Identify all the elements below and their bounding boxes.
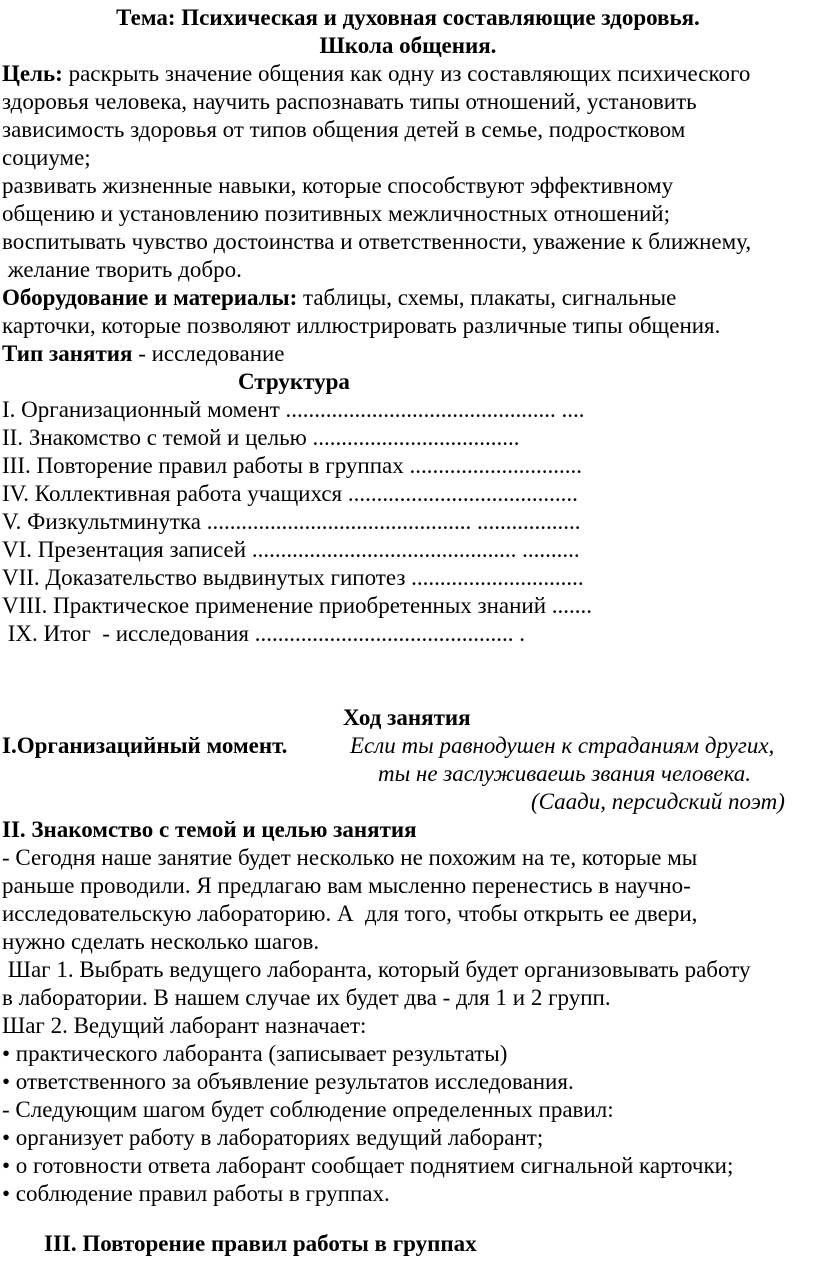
section-2-line: • ответственного за объявление результатов исследования.: [2, 1069, 574, 1094]
goal-line-4: социуме;: [2, 145, 91, 170]
lesson-type-line: [2, 340, 285, 368]
goal-label: Цель:: [2, 61, 63, 86]
section-2-line: • соблюдение правил работы в группах.: [2, 1181, 390, 1206]
section-2-line: нужно сделать несколько шагов.: [2, 929, 320, 954]
structure-item: II. Знакомство с темой и целью ....................................: [2, 425, 520, 450]
goal-line-6: общению и установлению позитивных межличностных отношений;: [2, 201, 670, 226]
title-line-2: Школа общения.: [319, 33, 497, 58]
equipment-line-2: карточки, которые позволяют иллюстрировать различные типы общения.: [2, 313, 721, 338]
structure-item: IX. Итог - исследования ............................................. .: [2, 621, 525, 646]
structure-item: VI. Презентация записей .............................................. ..........: [2, 537, 580, 562]
equipment-label: Оборудование и материалы:: [2, 285, 298, 310]
goal-line-7: воспитывать чувство достоинства и ответственности, уважение к ближнему,: [2, 229, 752, 254]
structure-item: V. Физкультминутка .............................................. ..................: [2, 509, 581, 534]
section-2-line: - Следующим шагом будет соблюдение определенных правил:: [2, 1097, 614, 1122]
structure-item: I. Организационный момент ............................................... ....: [2, 397, 585, 422]
lesson-type-value: - исследование: [132, 341, 285, 366]
section-2-title: II. Знакомство с темой и целью занятия: [2, 817, 417, 842]
section-2-line: • о готовности ответа лаборант сообщает поднятием сигнальной карточки;: [2, 1153, 734, 1178]
structure-item: VIII. Практическое применение приобретенных знаний .......: [2, 593, 593, 618]
section-2-line: • организует работу в лабораториях ведущий лаборант;: [2, 1125, 544, 1150]
section-1-title: I.Организацийный момент.: [2, 733, 288, 758]
epigraph-line-1: Если ты равнодушен к страданиям других,: [350, 733, 775, 758]
goal-line-1: [2, 60, 750, 88]
section-2-line: исследовательскую лабораторию. А для того, чтобы открыть ее двери,: [2, 901, 698, 926]
goal-line-3: зависимость здоровья от типов общения детей в семье, подростковом: [2, 117, 686, 142]
section-2-line: - Сегодня наше занятие будет несколько не похожим на те, которые мы: [2, 845, 698, 870]
structure-item: IV. Коллективная работа учащихся ........................................: [2, 481, 578, 506]
epigraph-author: (Саади, персидский поэт): [531, 789, 785, 814]
epigraph-line-2: ты не заслуживаешь звания человека.: [378, 761, 752, 786]
title-line-1: Тема: Психическая и духовная составляющие здоровья.: [116, 5, 700, 30]
structure-item: III. Повторение правил работы в группах ..............................: [2, 453, 582, 478]
equipment-text: таблицы, схемы, плакаты, сигнальные: [297, 285, 677, 310]
section-2-line: Шаг 1. Выбрать ведущего лаборанта, который будет организовывать работу: [2, 957, 751, 982]
section-2-line: раньше проводили. Я предлагаю вам мысленно перенестись в научно-: [2, 873, 691, 898]
goal-text: раскрыть значение общения как одну из составляющих психического: [62, 61, 751, 86]
lesson-heading: Ход занятия: [343, 705, 471, 730]
structure-heading: Структура: [238, 369, 350, 394]
equipment-line-1: [2, 284, 676, 312]
goal-line-8: желание творить добро.: [2, 257, 242, 282]
section-2-line: Шаг 2. Ведущий лаборант назначает:: [2, 1013, 367, 1038]
lesson-type-label: Тип занятия: [2, 341, 133, 366]
section-2-line: в лаборатории. В нашем случае их будет два - для 1 и 2 групп.: [2, 985, 611, 1010]
structure-item: VII. Доказательство выдвинутых гипотез ..............................: [2, 565, 584, 590]
section-3-title: III. Повторение правил работы в группах: [44, 1231, 477, 1256]
section-2-line: • практического лаборанта (записывает результаты): [2, 1041, 508, 1066]
goal-line-5: развивать жизненные навыки, которые способствуют эффективному: [2, 173, 674, 198]
goal-line-2: здоровья человека, научить распознавать типы отношений, установить: [2, 89, 697, 114]
